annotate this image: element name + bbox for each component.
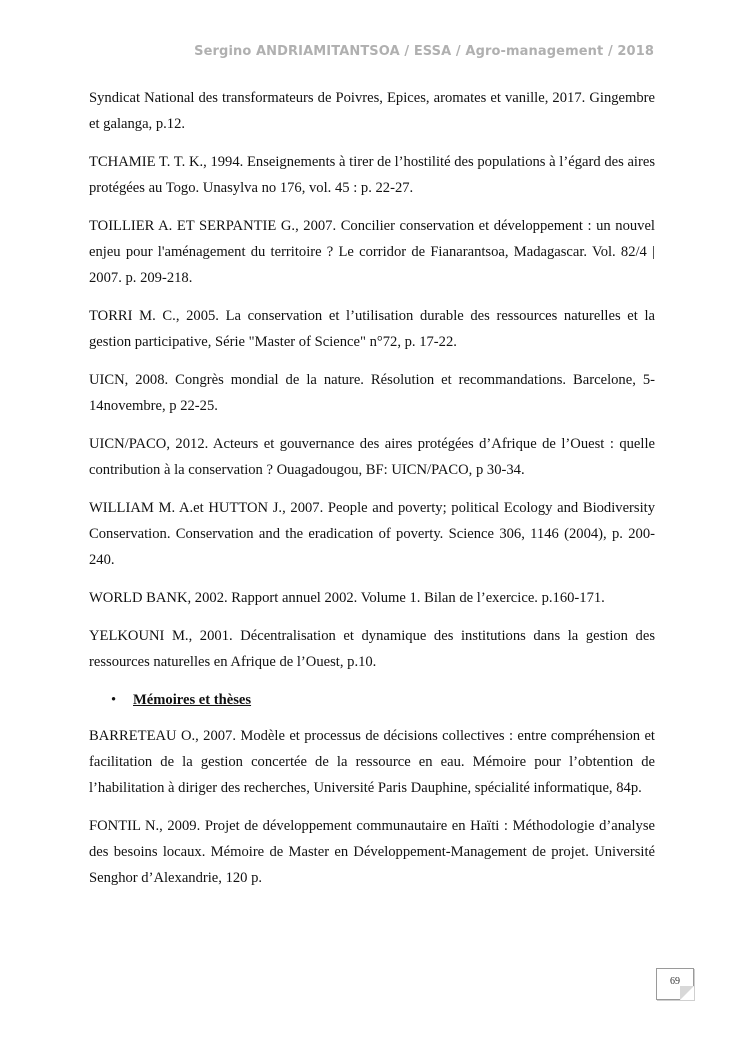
reference-entry: TORRI M. C., 2005. La conservation et l’utilisation durable des ressources naturelles et la gestion participative, Série "Master of Science" n°72, p. 17-22. xyxy=(89,308,655,350)
reference-entry: YELKOUNI M., 2001. Décentralisation et dynamique des institutions dans la gestion des ressources naturelles en Afrique de l’Ouest, p.10. xyxy=(89,628,655,670)
bullet-icon: • xyxy=(111,692,117,708)
thesis-entry: BARRETEAU O., 2007. Modèle et processus de décisions collectives : entre compréhension et facilitation de la gestion concertée de la ressource en eau. Mémoire pour l’obtention de l’habilitation à diriger des recherches, Université Paris Dauphine, spécialité informatique, 84p. xyxy=(89,728,655,796)
reference-entry: WILLIAM M. A.et HUTTON J., 2007. People and poverty; political Ecology and Biodiversity Conservation. Conservation and the eradication of poverty. Science 306, 1146 (2004), p. 200-240. xyxy=(89,500,655,568)
reference-entry: UICN/PACO, 2012. Acteurs et gouvernance des aires protégées d’Afrique de l’Ouest : quelle contribution à la conservation ? Ouagadougou, BF: UICN/PACO, p 30-34. xyxy=(89,436,655,478)
page-curl-icon xyxy=(680,986,694,1000)
reference-entry: WORLD BANK, 2002. Rapport annuel 2002. Volume 1. Bilan de l’exercice. p.160-171. xyxy=(89,590,605,606)
page-number-box xyxy=(656,968,694,1000)
thesis-entry: FONTIL N., 2009. Projet de développement communautaire en Haïti : Méthodologie d’analyse des besoins locaux. Mémoire de Master en Développement-Management de projet. Université Senghor d’Alexandrie, 120 p. xyxy=(89,818,655,886)
reference-entry: TOILLIER A. ET SERPANTIE G., 2007. Concilier conservation et développement : un nouvel enjeu pour l'aménagement du territoire ? Le corridor de Fianarantsoa, Madagascar. Vol. 82/4 | 2007. p. 209-218. xyxy=(89,218,655,286)
bibliography xyxy=(89,85,655,903)
section-title: Mémoires et thèses xyxy=(133,692,252,708)
reference-entry: Syndicat National des transformateurs de Poivres, Epices, aromates et vanille, 2017. Gingembre et galanga, p.12. xyxy=(89,90,655,132)
running-header: Sergino ANDRIAMITANTSOA / ESSA / Agro-management / 2018 xyxy=(194,44,654,59)
reference-entry: UICN, 2008. Congrès mondial de la nature. Résolution et recommandations. Barcelone, 5-14novembre, p 22-25. xyxy=(89,372,655,414)
section-heading xyxy=(89,687,655,713)
reference-entry: TCHAMIE T. T. K., 1994. Enseignements à tirer de l’hostilité des populations à l’égard des aires protégées au Togo. Unasylva no 176, vol. 45 : p. 22-27. xyxy=(89,154,655,196)
page-number: 69 xyxy=(670,976,680,987)
